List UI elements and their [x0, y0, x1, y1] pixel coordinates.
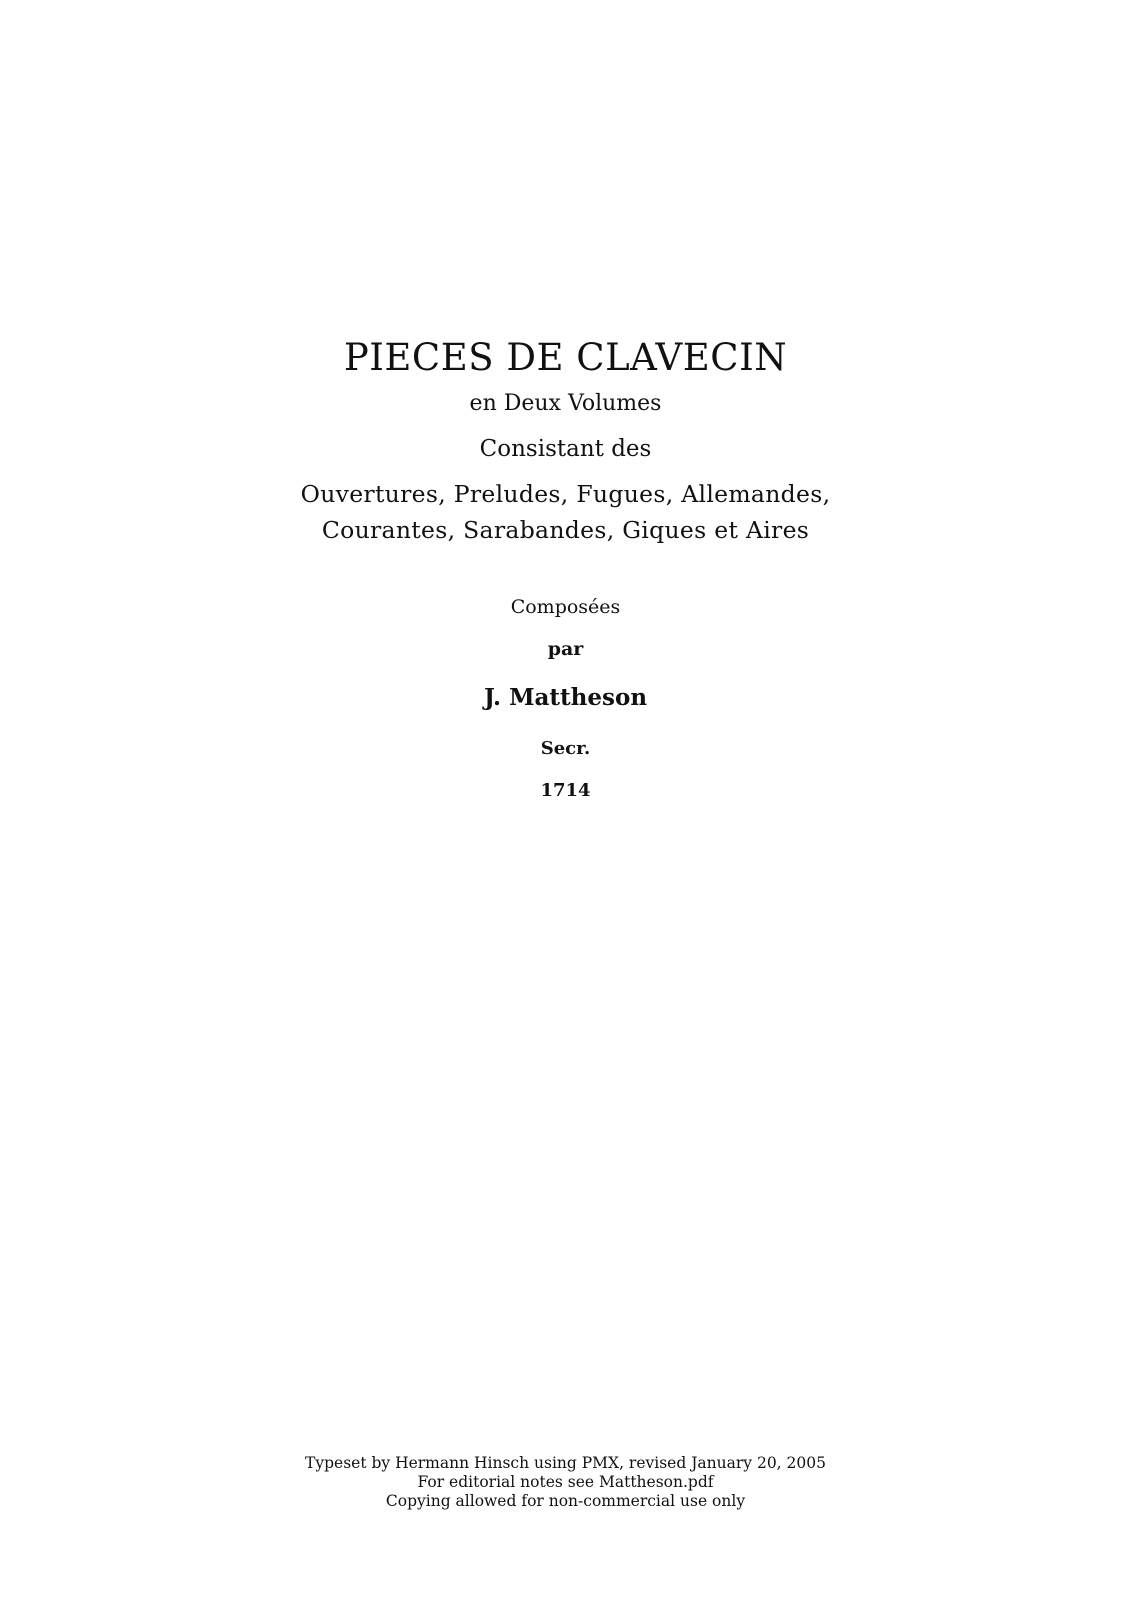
pieces-list-line-2: Courantes, Sarabandes, Giques et Aires — [321, 516, 810, 544]
secr-label: Secr. — [540, 738, 591, 759]
composees-label: Composées — [510, 596, 621, 618]
footer-typeset-line: Typeset by Hermann Hinsch using PMX, revised January 20, 2005 — [305, 1454, 826, 1472]
page-title: PIECES DE CLAVECIN — [343, 336, 788, 379]
year: 1714 — [540, 780, 591, 801]
footer-notes — [0, 1454, 1131, 1511]
pieces-list-line-1: Ouvertures, Preludes, Fugues, Allemandes, — [300, 480, 831, 508]
consistant-line: Consistant des — [479, 436, 652, 462]
par-label: par — [547, 638, 584, 660]
footer-editorial-line: For editorial notes see Mattheson.pdf — [417, 1473, 714, 1491]
footer-copying-line: Copying allowed for non-commercial use only — [385, 1492, 746, 1510]
composer-name: J. Mattheson — [483, 684, 648, 711]
subtitle: en Deux Volumes — [469, 391, 662, 416]
